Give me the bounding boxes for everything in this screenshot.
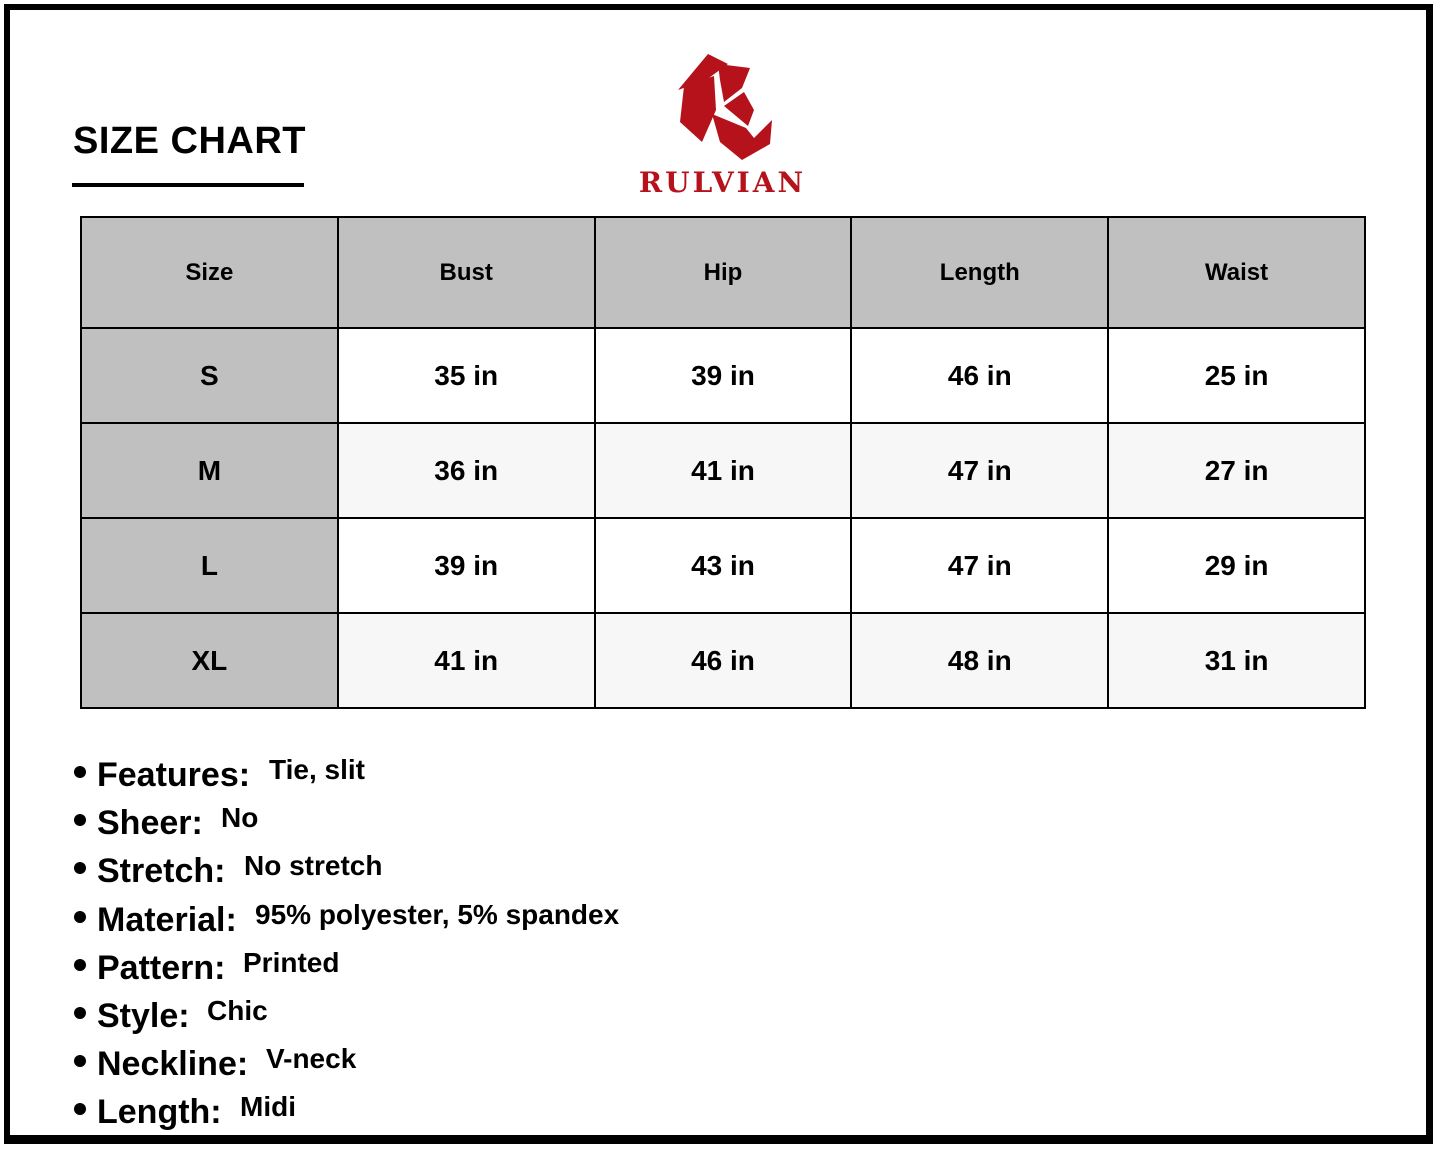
cell-length: 48 in	[851, 613, 1108, 708]
cell-hip: 39 in	[595, 328, 852, 423]
list-item	[72, 752, 619, 800]
bullet-icon	[74, 959, 86, 971]
feature-key: Neckline:	[97, 1045, 249, 1084]
cell-waist: 25 in	[1108, 328, 1365, 423]
feature-value: No	[221, 802, 259, 834]
cell-bust: 41 in	[338, 613, 595, 708]
cell-size: S	[81, 328, 338, 423]
feature-key: Sheer:	[97, 804, 203, 843]
table-row	[81, 518, 1365, 613]
page-title: SIZE CHART	[73, 120, 306, 162]
feature-list	[72, 752, 619, 1138]
title-underline	[72, 183, 304, 187]
list-item	[72, 993, 619, 1041]
feature-value: Printed	[243, 946, 340, 978]
header-size: Size	[81, 217, 338, 328]
feature-key: Material:	[97, 900, 237, 939]
brand-logo	[620, 50, 825, 200]
bullet-icon	[74, 1007, 86, 1019]
cell-waist: 31 in	[1108, 613, 1365, 708]
list-item	[72, 897, 619, 945]
cell-waist: 27 in	[1108, 423, 1365, 518]
list-item	[72, 945, 619, 993]
feature-key: Style:	[97, 996, 190, 1035]
bullet-icon	[74, 814, 86, 826]
brand-name: RULVIAN	[638, 166, 807, 199]
bullet-icon	[74, 1103, 86, 1115]
feature-key: Length:	[97, 1093, 222, 1132]
header-bust: Bust	[338, 217, 595, 328]
table-row	[81, 328, 1365, 423]
list-item	[72, 1041, 619, 1089]
list-item	[72, 800, 619, 848]
cell-size: XL	[81, 613, 338, 708]
feature-value: 95% polyester, 5% spandex	[255, 898, 620, 930]
bullet-icon	[74, 1055, 86, 1067]
feature-value: V-neck	[266, 1043, 357, 1075]
feature-value: Midi	[240, 1091, 296, 1123]
header-hip: Hip	[595, 217, 852, 328]
list-item	[72, 1089, 619, 1137]
header-length: Length	[851, 217, 1108, 328]
cell-waist: 29 in	[1108, 518, 1365, 613]
cell-size: L	[81, 518, 338, 613]
bullet-icon	[74, 911, 86, 923]
feature-value: Tie, slit	[269, 754, 365, 785]
cell-length: 47 in	[851, 518, 1108, 613]
cell-length: 46 in	[851, 328, 1108, 423]
header-waist: Waist	[1108, 217, 1365, 328]
cell-bust: 36 in	[338, 423, 595, 518]
list-item	[72, 848, 619, 896]
feature-key: Pattern:	[97, 948, 226, 987]
cell-bust: 35 in	[338, 328, 595, 423]
cell-bust: 39 in	[338, 518, 595, 613]
table-header-row	[81, 217, 1365, 328]
cell-hip: 46 in	[595, 613, 852, 708]
bullet-icon	[74, 862, 86, 874]
cell-length: 47 in	[851, 423, 1108, 518]
feature-key: Features:	[97, 756, 251, 794]
feature-value: Chic	[207, 994, 268, 1026]
cell-hip: 41 in	[595, 423, 852, 518]
bullet-icon	[74, 766, 86, 778]
table-row	[81, 423, 1365, 518]
table-row	[81, 613, 1365, 708]
size-table	[80, 216, 1366, 709]
cell-size: M	[81, 423, 338, 518]
feature-key: Stretch:	[97, 852, 226, 891]
brand-mark-icon	[620, 50, 825, 165]
feature-value: No stretch	[244, 850, 383, 882]
cell-hip: 43 in	[595, 518, 852, 613]
